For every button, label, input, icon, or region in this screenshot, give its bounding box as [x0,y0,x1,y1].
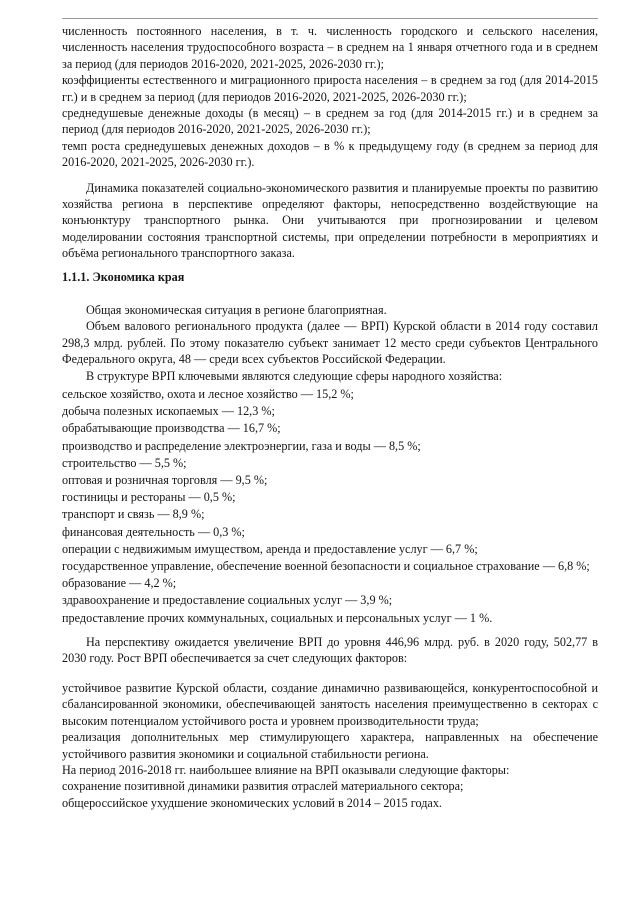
list-item: государственное управление, обеспечение военной безопасности и социальное страхование — 6,8 %; [62,559,590,574]
economy-section [62,302,598,384]
list-item: коэффициенты естественного и миграционного прироста населения – в среднем за год (для 2014-2015 гг.) и в среднем за период (для периодов 2016-2020, 2021-2025, 2026-2030 гг.); [62,73,598,104]
list-item: оптовая и розничная торговля — 9,5 %; [62,473,268,488]
list-item: среднедушевые денежные доходы (в месяц) – в среднем за год (для 2014-2015 гг.) и в среднем за период (для периодов 2016-2020, 2021-2025, 2026-2030 гг.); [62,106,598,137]
top-rule [62,18,598,19]
list-item: добыча полезных ископаемых — 12,3 %; [62,404,275,419]
indicator-list [62,23,598,262]
forecast-section [62,634,598,667]
list-item: устойчивое развитие Курской области, создание динамично развивающейся, конкурентоспособной и сбалансированной экономики, обеспечивающей занятость населения преимущественно в секторах с высоким потенциалом устойчивого роста и уровнем производительности труда; [62,681,598,728]
period-intro: На период 2016-2018 гг. наибольшее влияние на ВРП оказывали следующие факторы: [62,763,510,778]
sector-list [62,386,598,627]
factors-section [62,680,598,811]
list-item: предоставление прочих коммунальных, социальных и персональных услуг — 1 %. [62,610,493,625]
list-item: операции с недвижимым имуществом, аренда и предоставление услуг — 6,7 %; [62,541,478,556]
forecast-paragraph: На перспективу ожидается увеличение ВРП до уровня 446,96 млрд. руб. в 2020 году, 502,77 в 2030 году. Рост ВРП обеспечивается за счет следующих факторов: [62,635,598,666]
list-item: численность постоянного населения, в т. ч. численность городского и сельского населения, численность населения трудоспособного возраста – в среднем на 1 января отчетного года и в среднем за период (для периодов 2016-2020, 2021-2025, 2026-2030 гг.); [62,24,598,71]
list-item: транспорт и связь — 8,9 %; [62,507,205,522]
list-item: образование — 4,2 %; [62,576,177,591]
list-item: обрабатывающие производства — 16,7 %; [62,421,281,436]
economy-intro: Общая экономическая ситуация в регионе благоприятная. [86,303,387,317]
list-item: финансовая деятельность — 0,3 %; [62,524,245,539]
list-item: сельское хозяйство, охота и лесное хозяйство — 15,2 %; [62,387,354,401]
list-item: реализация дополнительных мер стимулирующего характера, направленных на обеспечение устойчивого развития экономики и социальной стабильности региона. [62,730,598,761]
dynamics-paragraph: Динамика показателей социально-экономического развития и планируемые проекты по развитию хозяйства региона в перспективе определяют факторы, непосредственно воздействующие на конъюнктуру транспортного рынка. Они учитываются при прогнозировании и целевом моделировании состояния транспортной системы, при определении потребности в мероприятиях и объёма регионального транспортного заказа. [62,180,598,261]
list-item: гостиницы и рестораны — 0,5 %; [62,490,236,505]
grp-paragraph: Объем валового регионального продукта (далее — ВРП) Курской области в 2014 году составил 298,3 млрд. рублей. По этому показателю субъект занимает 12 место среди субъектов Центрального Федерального округа, 48 — среди всех субъектов Российской Федерации. [62,319,598,367]
list-item: общероссийское ухудшение экономических условий в 2014 – 2015 годах. [62,795,442,810]
section-heading: 1.1.1. Экономика края [62,270,185,284]
structure-intro: В структуре ВРП ключевыми являются следующие сферы народного хозяйства: [86,368,503,383]
list-item: строительство — 5,5 %; [62,455,187,470]
list-item: темп роста среднедушевых денежных доходов – в % к предыдущему году (в среднем за период для 2016-2020, 2021-2025, 2026-2030 гг.). [62,138,598,170]
list-item: здравоохранение и предоставление социальных услуг — 3,9 %; [62,593,393,608]
list-item: производство и распределение электроэнергии, газа и воды — 8,5 %; [62,438,421,453]
list-item: сохранение позитивной динамики развития отраслей материального сектора; [62,779,464,794]
